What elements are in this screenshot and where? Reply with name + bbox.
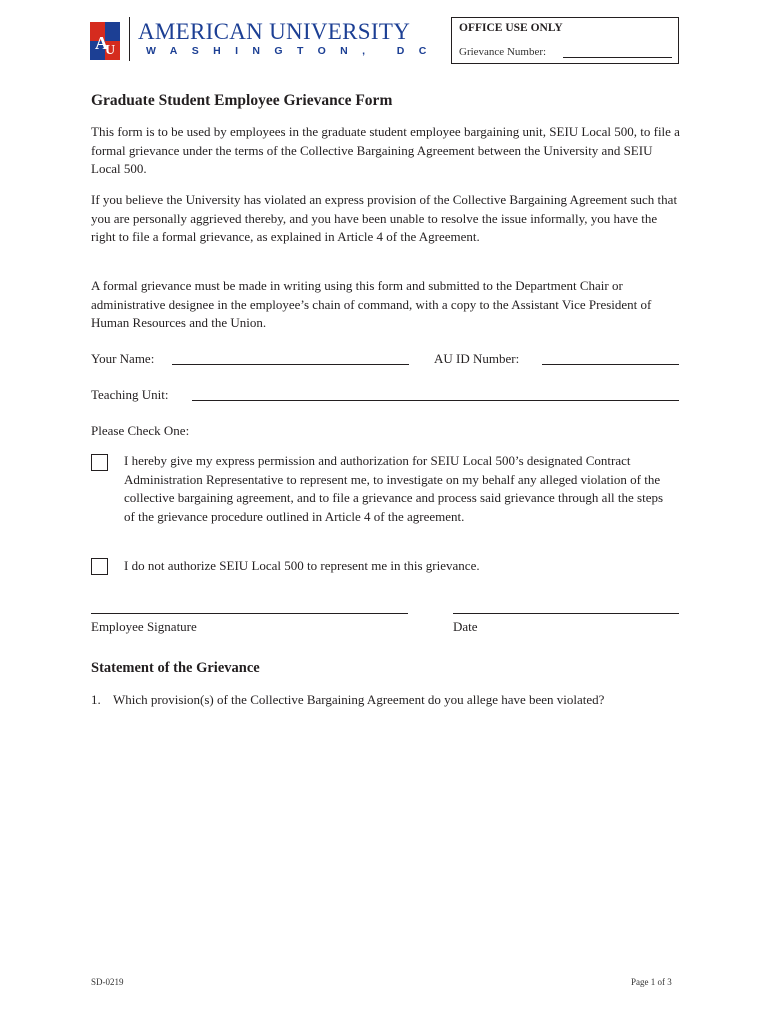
page-indicator: Page 1 of 3 xyxy=(631,977,672,987)
your-name-label: Your Name: xyxy=(91,351,155,366)
check-prompt: Please Check One: xyxy=(91,423,190,438)
date-label: Date xyxy=(453,619,478,634)
office-use-title: OFFICE USE ONLY xyxy=(459,22,563,34)
form-title: Graduate Student Employee Grievance Form xyxy=(91,92,393,109)
eligibility-paragraph: If you believe the University has violated an express provision of the Collective Bargaining Agreement such that you are personally aggrieved thereby, and you have been unable to resolve the issue informally, you have the right to file a formal grievance, as explained in Article 4 of the Agreement. xyxy=(91,192,678,245)
svg-text:A: A xyxy=(95,33,108,53)
question-number: 1. xyxy=(91,692,101,707)
grievance-number-label: Grievance Number: xyxy=(459,46,547,58)
form-code: SD-0219 xyxy=(91,977,124,987)
statement-section-title: Statement of the Grievance xyxy=(91,660,260,676)
question-1 xyxy=(91,692,604,708)
employee-signature-field[interactable] xyxy=(91,613,408,614)
authorize-representation-text: I hereby give my express permission and authorization for SEIU Local 500’s designated Contract Administration Representative to represent me, to investigate on my behalf any alleged violation of the collective bargaining agreement, and to file a grievance and process said grievance through all the steps of the grievance procedure outlined in Article 4 of the agreement. xyxy=(124,453,664,525)
grievance-number-field[interactable] xyxy=(563,57,672,58)
decline-representation-checkbox[interactable] xyxy=(91,558,108,575)
au-logo-icon xyxy=(90,22,120,60)
logo-divider xyxy=(129,17,130,61)
au-id-label: AU ID Number: xyxy=(434,351,520,366)
teaching-unit-field[interactable] xyxy=(192,400,679,401)
decline-representation-text: I do not authorize SEIU Local 500 to represent me in this grievance. xyxy=(124,558,480,573)
svg-text:U: U xyxy=(105,43,116,58)
intro-paragraph: This form is to be used by employees in the graduate student employee bargaining unit, SEIU Local 500, to file a formal grievance under the terms of the Collective Bargaining Agreement between the University and SEIU Local 500. xyxy=(91,124,680,177)
university-location: WASHINGTON, DC xyxy=(146,45,441,57)
university-name: AMERICAN UNIVERSITY xyxy=(138,19,411,44)
teaching-unit-label: Teaching Unit: xyxy=(91,387,169,402)
your-name-field[interactable] xyxy=(172,364,409,365)
submission-paragraph: A formal grievance must be made in writing using this form and submitted to the Department Chair or administrative designee in the employee’s chain of command, with a copy to the Assistant Vice President of Human Resources and the Union. xyxy=(91,278,652,331)
question-text: Which provision(s) of the Collective Bargaining Agreement do you allege have been violated? xyxy=(113,692,605,707)
employee-signature-label: Employee Signature xyxy=(91,619,197,634)
authorize-representation-checkbox[interactable] xyxy=(91,454,108,471)
date-field[interactable] xyxy=(453,613,679,614)
au-id-field[interactable] xyxy=(542,364,679,365)
